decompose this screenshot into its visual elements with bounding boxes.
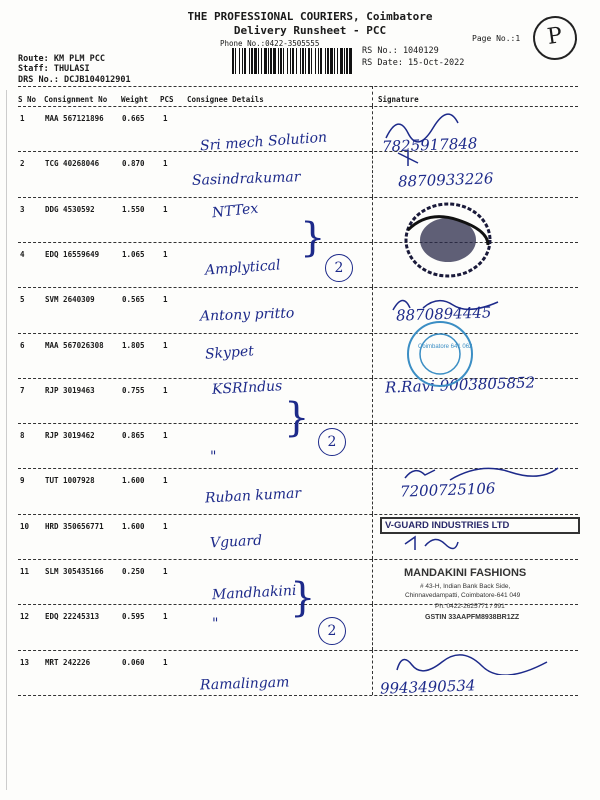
col-pcs: PCS (160, 95, 174, 104)
col-weight: Weight (121, 95, 149, 104)
company-title: THE PROFESSIONAL COURIERS, Coimbatore (187, 10, 433, 23)
row-pcs: 1 (163, 567, 168, 576)
signature-col-divider (372, 650, 373, 695)
row-weight: 0.865 (122, 431, 145, 441)
row-pcs: 1 (163, 340, 168, 350)
row-separator (18, 333, 578, 334)
page-number: Page No.:1 (472, 34, 521, 43)
mandakini-stamp-gstin: GSTIN 33AAPFM8938BR1ZZ (425, 614, 520, 621)
row-consignment-no: HRD 350656771 (45, 521, 104, 531)
header-bottom-rule (18, 106, 578, 107)
row-consignment-no: SLM 305435166 (45, 567, 104, 576)
seal-stamp (400, 318, 480, 390)
row-signature-handwritten: 7200725106 (399, 479, 496, 502)
brace-mark: } (300, 215, 326, 261)
row-consignee-handwritten: Ruban kumar (204, 485, 302, 507)
row-separator (18, 695, 578, 696)
margin-rule (6, 90, 7, 790)
signature-col-divider (372, 468, 373, 513)
row-weight: 0.060 (122, 657, 145, 667)
row-consignment-no: TCG 40268046 (45, 159, 100, 169)
row-weight: 0.870 (122, 159, 145, 169)
row-weight: 0.665 (122, 114, 145, 123)
mandakini-stamp-phone: Ph: 0422-2625771 / 991 (435, 603, 505, 610)
rs-date: RS Date: 15-Oct-2022 (362, 58, 465, 68)
row-consignee-handwritten: Antony pritto (199, 305, 295, 325)
phone-number: Phone No.:0422-3505555 (220, 39, 320, 48)
row-signature-handwritten: 7825917848 (381, 134, 478, 156)
staff-label: Staff: THULASI (18, 64, 90, 74)
row-weight: 0.755 (122, 385, 145, 395)
row-weight: 1.600 (122, 521, 145, 531)
col-consignment: Consignment No (44, 95, 108, 104)
row-separator (18, 197, 578, 198)
signature-scribble (400, 532, 460, 554)
row-sno: 10 (20, 521, 30, 531)
row-pcs: 1 (163, 114, 168, 123)
row-sno: 6 (20, 340, 25, 350)
row-sno: 3 (20, 204, 25, 214)
row-separator (18, 242, 578, 243)
row-consignee-handwritten: Ramalingam (199, 674, 290, 694)
company-round-stamp (398, 200, 493, 280)
row-consignment-no: MAA 567026308 (45, 340, 104, 350)
row-consignee-handwritten: Skypet (204, 342, 255, 363)
brace-mark: } (290, 575, 316, 621)
row-consignment-no: EDQ 22245313 (45, 612, 100, 622)
row-consignee-handwritten: Amplytical (204, 257, 281, 279)
row-weight: 1.600 (122, 476, 145, 486)
row-pcs: 1 (163, 476, 168, 486)
row-separator (18, 559, 578, 560)
row-pcs: 1 (163, 431, 168, 441)
header-top-rule (18, 86, 578, 87)
signature-col-divider (372, 86, 373, 106)
signature-col-divider (372, 333, 373, 378)
row-consignment-no: EDQ 16559649 (45, 249, 100, 259)
row-consignment-no: MAA 567121896 (45, 114, 104, 123)
row-sno: 11 (20, 567, 30, 576)
row-consignment-no: RJP 3019463 (45, 385, 95, 395)
signature-col-divider (372, 378, 373, 423)
row-sno: 13 (20, 657, 30, 667)
row-pcs: 1 (163, 385, 168, 395)
barcode (232, 48, 354, 74)
row-signature-handwritten: 8870933226 (397, 169, 494, 191)
row-consignee-handwritten: KSRIndus (211, 377, 283, 398)
row-sno: 4 (20, 249, 25, 259)
circled-count: 2 (318, 617, 346, 645)
signature-col-divider (372, 559, 373, 604)
signature-scribble (388, 290, 508, 320)
row-consignee-handwritten: NTTex (211, 200, 259, 221)
row-consignment-no: MRT 242226 (45, 657, 91, 667)
row-signature-handwritten: R.Ravi 9003805852 (384, 373, 536, 397)
row-consignment-no: DDG 4530592 (45, 204, 95, 214)
row-consignee-handwritten: Sri mech Solution (199, 129, 328, 155)
row-sno: 7 (20, 385, 25, 395)
row-sno: 1 (20, 114, 25, 123)
row-signature-handwritten: 8870894445 (395, 303, 492, 325)
row-pcs: 1 (163, 249, 168, 259)
col-sno: S No (18, 95, 37, 104)
signature-scribble (400, 460, 560, 488)
signature-scribble (392, 650, 552, 675)
row-pcs: 1 (163, 612, 168, 622)
circled-mark: P (530, 13, 580, 63)
row-consignment-no: TUT 1007928 (45, 476, 95, 486)
mandakini-stamp-name: MANDAKINI FASHIONS (404, 567, 527, 579)
mandakini-stamp-address2: Chinnavedampatti, Coimbatore-641 049 (405, 592, 521, 599)
rs-number: RS No.: 1040129 (362, 46, 439, 56)
row-consignee-handwritten: Mandhakini (211, 582, 297, 604)
row-consignee-handwritten: " (210, 449, 217, 466)
row-pcs: 1 (163, 295, 168, 305)
signature-col-divider (372, 423, 373, 468)
row-sno: 12 (20, 612, 30, 622)
signature-col-divider (372, 106, 373, 151)
drs-number: DRS No.: DCJB104012901 (18, 75, 131, 85)
runsheet-subtitle: Delivery Runsheet - PCC (233, 24, 387, 37)
row-separator (18, 514, 578, 515)
signature-col-divider (372, 514, 373, 559)
row-weight: 1.065 (122, 249, 145, 259)
row-consignee-handwritten: Sasindrakumar (191, 169, 301, 190)
row-weight: 1.805 (122, 340, 145, 350)
row-pcs: 1 (163, 657, 168, 667)
row-consignee-handwritten: " (212, 616, 219, 633)
row-separator (18, 287, 578, 288)
row-consignment-no: RJP 3019462 (45, 431, 95, 441)
row-pcs: 1 (163, 204, 168, 214)
row-weight: 1.550 (122, 204, 145, 214)
row-sno: 5 (20, 295, 25, 305)
row-sno: 8 (20, 431, 25, 441)
row-sno: 2 (20, 159, 25, 169)
row-sno: 9 (20, 476, 25, 486)
row-consignee-handwritten: Vguard (209, 532, 263, 552)
row-consignment-no: SVM 2640309 (45, 295, 95, 305)
circled-count: 2 (318, 428, 346, 456)
signature-col-divider (372, 151, 373, 196)
signature-col-divider (372, 604, 373, 649)
row-signature-handwritten: 9943490534 (379, 675, 476, 698)
signature-col-divider (372, 242, 373, 287)
seal-text: Coimbatore 641 062 (418, 344, 473, 350)
col-signature: Signature (378, 95, 419, 104)
brace-mark: } (284, 395, 310, 441)
signature-scribble (378, 108, 498, 168)
route-label: Route: KM PLM PCC (18, 54, 105, 64)
signature-col-divider (372, 197, 373, 242)
col-consignee: Consignee Details (187, 95, 264, 104)
row-weight: 0.250 (122, 567, 145, 576)
circled-count: 2 (325, 254, 353, 282)
row-pcs: 1 (163, 521, 168, 531)
vguard-stamp: V-GUARD INDUSTRIES LTD (380, 517, 580, 534)
row-pcs: 1 (163, 159, 168, 169)
mandakini-stamp-address1: # 43-H, Indian Bank Back Side, (420, 583, 511, 590)
row-weight: 0.595 (122, 612, 145, 622)
row-weight: 0.565 (122, 295, 145, 305)
signature-col-divider (372, 287, 373, 332)
